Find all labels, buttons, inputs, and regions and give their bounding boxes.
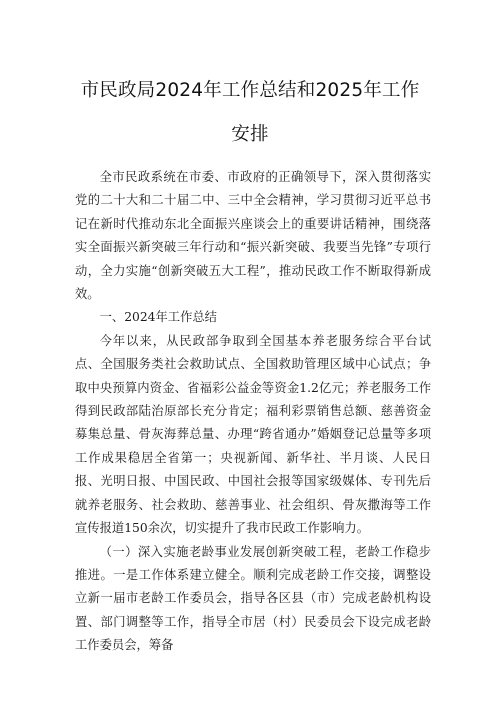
- document-title-line2: 安排: [231, 124, 269, 145]
- subsection-text: 一是工作体系建立健全。顺利完成老龄工作交接，调整设立新一届市老龄工作委员会，指导各区县（市）完成老龄机构设置、部门调整等工作，指导全市居（村）民委员会下设完成老龄工作委员会，筹备: [75, 567, 431, 653]
- document-body: [75, 166, 431, 658]
- intro-paragraph: 全市民政系统在市委、市政府的正确领导下，深入贯彻落实党的二十大和二十届二中、三中全会精神，学习贯彻习近平总书记在新时代推动东北全面振兴座谈会上的重要讲话精神，围绕落实全面振兴新突破三年行动和“振兴新突破、我要当先锋”专项行动，全力实施“创新突破五大工程”，推动民政工作不断取得新成效。: [75, 170, 431, 302]
- section-heading: 一、2024年工作总结: [99, 310, 217, 325]
- subsection-paragraph: [75, 541, 431, 658]
- section-paragraph: 今年以来，从民政部争取到全国基本养老服务综合平台试点、全国服务类社会救助试点、全国救助管理区域中心试点；争取中央预算内资金、省福彩公益金等资金1.2亿元；养老服务工作得到民政部陆治原部长充分肯定；福利彩票销售总额、慈善资金募集总量、骨灰海葬总量、办理“跨省通办”婚姻登记总量等多项工作成果稳居全省第一；央视新闻、新华社、半月谈、人民日报、光明日报、中国民政、中国社会报等国家级媒体、专刊先后就养老服务、社会救助、慈善事业、社会组织、骨灰撒海等工作宣传报道150余次，切实提升了我市民政工作影响力。: [75, 333, 431, 536]
- subsection-heading: （一）深入实施老龄事业发展创新突破工程，老龄工作稳步推进。: [75, 544, 431, 582]
- document-title-line1: 市民政局2024年工作总结和2025年工作: [80, 80, 420, 101]
